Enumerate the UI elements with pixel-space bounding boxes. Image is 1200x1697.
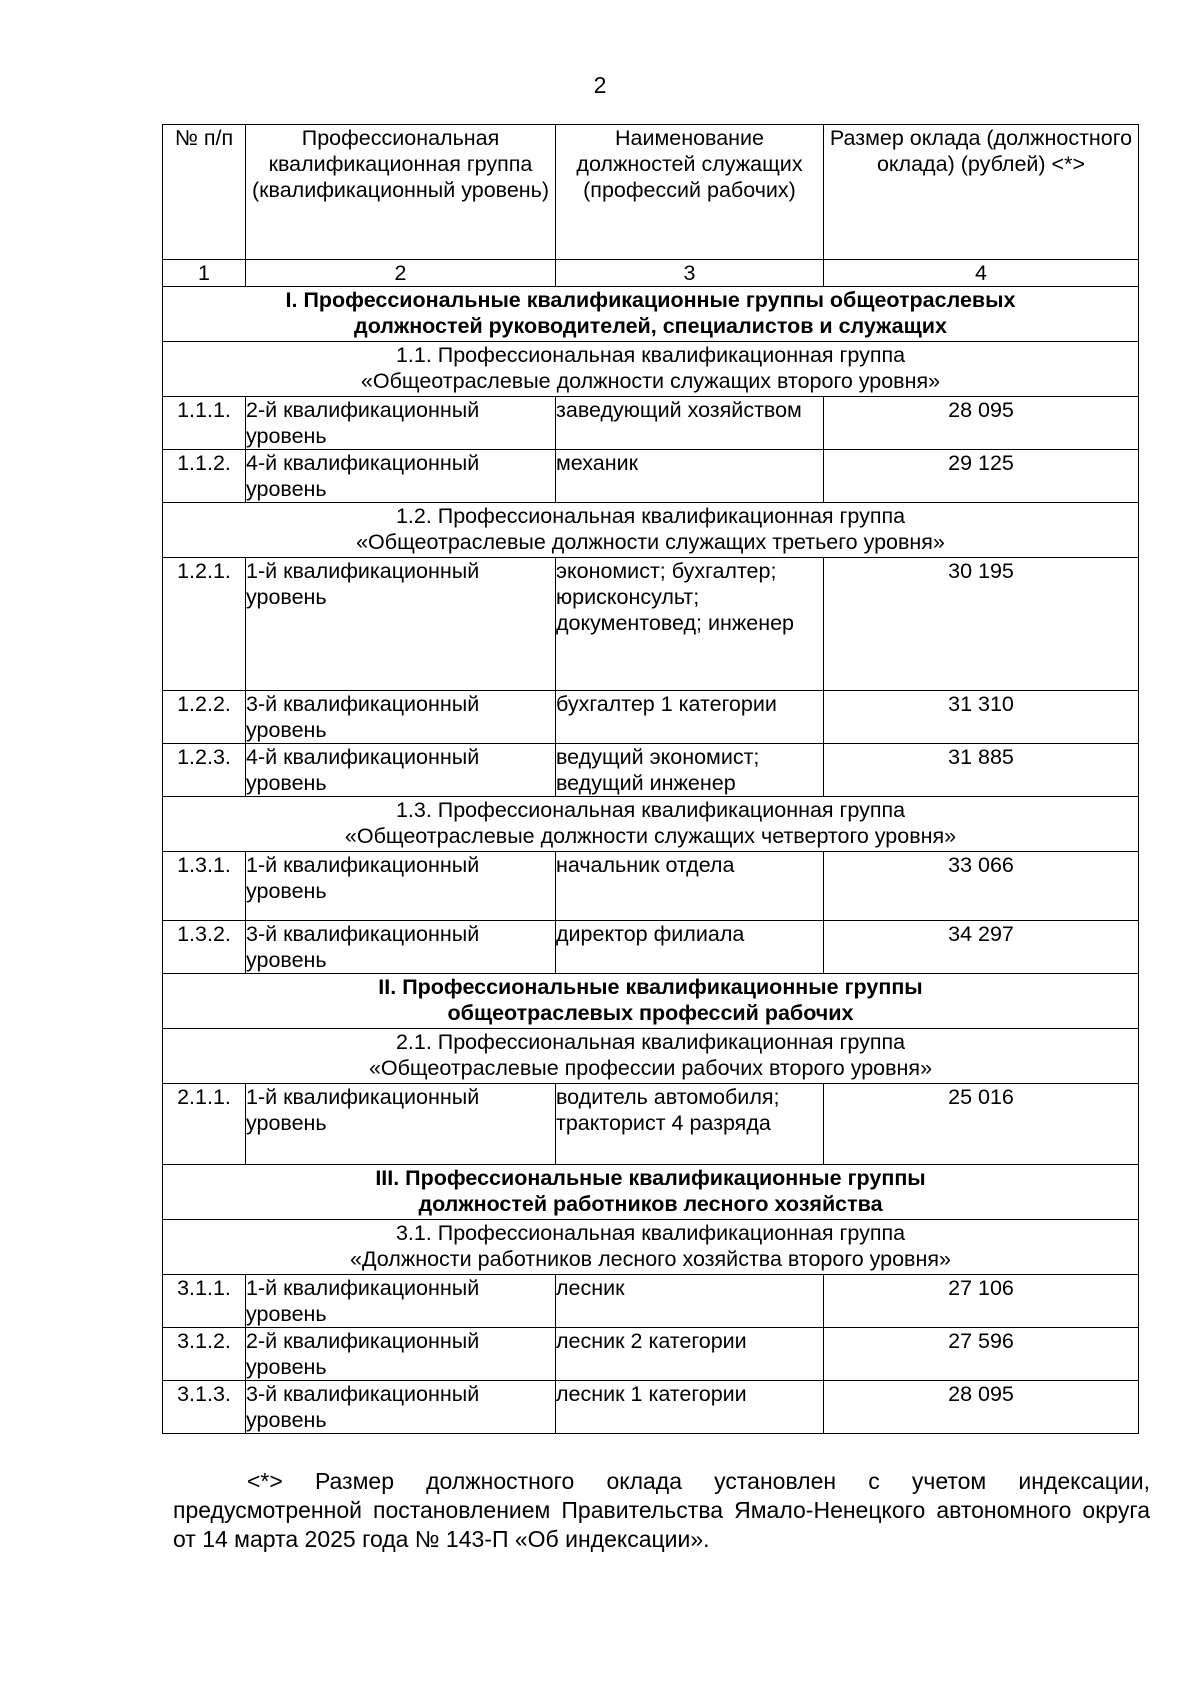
column-number: 4 bbox=[824, 260, 1139, 287]
row-positions: начальник отдела bbox=[556, 852, 824, 921]
table-row bbox=[163, 1275, 1139, 1328]
row-level: 1-й квалификационный уровень bbox=[246, 1084, 556, 1165]
table-row bbox=[163, 1328, 1139, 1381]
header-number: № п/п bbox=[163, 125, 246, 260]
group-title-line: «Должности работников лесного хозяйства второго уровня» bbox=[350, 1247, 951, 1271]
header-position-names: Наименование должностей служащих (профессий рабочих) bbox=[556, 125, 824, 260]
section-title bbox=[163, 1165, 1139, 1220]
group-title-line: «Общеотраслевые должности служащих второго уровня» bbox=[360, 369, 941, 393]
row-number: 1.1.1. bbox=[163, 397, 246, 450]
row-positions: лесник bbox=[556, 1275, 824, 1328]
row-number: 1.1.2. bbox=[163, 450, 246, 503]
row-number: 2.1.1. bbox=[163, 1084, 246, 1165]
row-salary: 28 095 bbox=[824, 397, 1139, 450]
row-number: 1.3.1. bbox=[163, 852, 246, 921]
row-positions: ведущий экономист; ведущий инженер bbox=[556, 744, 824, 797]
section-title-line: должностей руководителей, специалистов и служащих bbox=[354, 314, 947, 338]
group-row bbox=[163, 503, 1139, 558]
row-level: 3-й квалификационный уровень bbox=[246, 1381, 556, 1434]
group-row bbox=[163, 342, 1139, 397]
table-row bbox=[163, 558, 1139, 691]
column-numbers-row bbox=[163, 260, 1139, 287]
row-level: 1-й квалификационный уровень bbox=[246, 852, 556, 921]
group-title-line: 2.1. Профессиональная квалификационная группа bbox=[395, 1030, 906, 1054]
column-number: 1 bbox=[163, 260, 246, 287]
row-positions: экономист; бухгалтер; юрисконсульт; документовед; инженер bbox=[556, 558, 824, 691]
group-title-line: «Общеотраслевые должности служащих третьего уровня» bbox=[356, 530, 945, 554]
group-title bbox=[163, 797, 1139, 852]
row-salary: 31 885 bbox=[824, 744, 1139, 797]
group-row bbox=[163, 797, 1139, 852]
group-title-line: 3.1. Профессиональная квалификационная группа bbox=[395, 1221, 906, 1245]
row-level: 1-й квалификационный уровень bbox=[246, 558, 556, 691]
row-positions: водитель автомобиля; тракторист 4 разряда bbox=[556, 1084, 824, 1165]
group-title bbox=[163, 1220, 1139, 1275]
row-number: 1.2.3. bbox=[163, 744, 246, 797]
row-number: 3.1.3. bbox=[163, 1381, 246, 1434]
group-title-line: 1.2. Профессиональная квалификационная группа bbox=[395, 504, 906, 528]
table-row bbox=[163, 1084, 1139, 1165]
row-positions: механик bbox=[556, 450, 824, 503]
row-salary: 34 297 bbox=[824, 921, 1139, 974]
section-title bbox=[163, 287, 1139, 342]
row-positions: директор филиала bbox=[556, 921, 824, 974]
table-row bbox=[163, 921, 1139, 974]
row-salary: 25 016 bbox=[824, 1084, 1139, 1165]
group-row bbox=[163, 1220, 1139, 1275]
section-row bbox=[163, 1165, 1139, 1220]
row-positions: заведующий хозяйством bbox=[556, 397, 824, 450]
row-level: 3-й квалификационный уровень bbox=[246, 921, 556, 974]
header-qualification-group: Профессиональная квалификационная группа (квалификационный уровень) bbox=[246, 125, 556, 260]
row-positions: бухгалтер 1 категории bbox=[556, 691, 824, 744]
table-row bbox=[163, 691, 1139, 744]
row-salary: 30 195 bbox=[824, 558, 1139, 691]
page-number: 2 bbox=[593, 72, 607, 98]
section-title-line: III. Профессиональные квалификационные группы bbox=[375, 1166, 926, 1190]
row-level: 2-й квалификационный уровень bbox=[246, 397, 556, 450]
footnote: <*> Размер должностного оклада установлен с учетом индексации, предусмотренной постановлением Правительства Ямало-Ненецкого автономного округа от 14 марта 2025 года № 143-П «Об индексации». bbox=[173, 1468, 1150, 1552]
section-row bbox=[163, 974, 1139, 1029]
column-number: 3 bbox=[556, 260, 824, 287]
section-title-line: общеотраслевых профессий рабочих bbox=[447, 1001, 854, 1025]
row-number: 1.3.2. bbox=[163, 921, 246, 974]
group-title bbox=[163, 342, 1139, 397]
row-salary: 31 310 bbox=[824, 691, 1139, 744]
row-level: 4-й квалификационный уровень bbox=[246, 450, 556, 503]
group-title-line: 1.3. Профессиональная квалификационная группа bbox=[395, 798, 906, 822]
section-title-line: I. Профессиональные квалификационные группы общеотраслевых bbox=[285, 288, 1016, 312]
row-number: 1.2.2. bbox=[163, 691, 246, 744]
table-row bbox=[163, 450, 1139, 503]
table-row bbox=[163, 1381, 1139, 1434]
row-level: 1-й квалификационный уровень bbox=[246, 1275, 556, 1328]
section-title bbox=[163, 974, 1139, 1029]
row-salary: 27 596 bbox=[824, 1328, 1139, 1381]
group-title bbox=[163, 1029, 1139, 1084]
row-number: 1.2.1. bbox=[163, 558, 246, 691]
group-title-line: «Общеотраслевые профессии рабочих второго уровня» bbox=[368, 1056, 933, 1080]
group-title bbox=[163, 503, 1139, 558]
row-level: 2-й квалификационный уровень bbox=[246, 1328, 556, 1381]
group-title-line: 1.1. Профессиональная квалификационная группа bbox=[395, 343, 906, 367]
row-level: 4-й квалификационный уровень bbox=[246, 744, 556, 797]
group-title-line: «Общеотраслевые должности служащих четвертого уровня» bbox=[344, 824, 957, 848]
section-title-line: должностей работников лесного хозяйства bbox=[418, 1192, 883, 1216]
table-row bbox=[163, 852, 1139, 921]
table-row bbox=[163, 744, 1139, 797]
salary-table bbox=[162, 124, 1139, 1434]
row-salary: 33 066 bbox=[824, 852, 1139, 921]
group-row bbox=[163, 1029, 1139, 1084]
row-salary: 27 106 bbox=[824, 1275, 1139, 1328]
row-level: 3-й квалификационный уровень bbox=[246, 691, 556, 744]
section-row bbox=[163, 287, 1139, 342]
row-number: 3.1.1. bbox=[163, 1275, 246, 1328]
row-salary: 29 125 bbox=[824, 450, 1139, 503]
table-header-row bbox=[163, 125, 1139, 260]
column-number: 2 bbox=[246, 260, 556, 287]
row-number: 3.1.2. bbox=[163, 1328, 246, 1381]
section-title-line: II. Профессиональные квалификационные группы bbox=[378, 975, 923, 999]
row-salary: 28 095 bbox=[824, 1381, 1139, 1434]
table-row bbox=[163, 397, 1139, 450]
header-salary: Размер оклада (должностного оклада) (рублей) <*> bbox=[824, 125, 1139, 260]
row-positions: лесник 2 категории bbox=[556, 1328, 824, 1381]
row-positions: лесник 1 категории bbox=[556, 1381, 824, 1434]
